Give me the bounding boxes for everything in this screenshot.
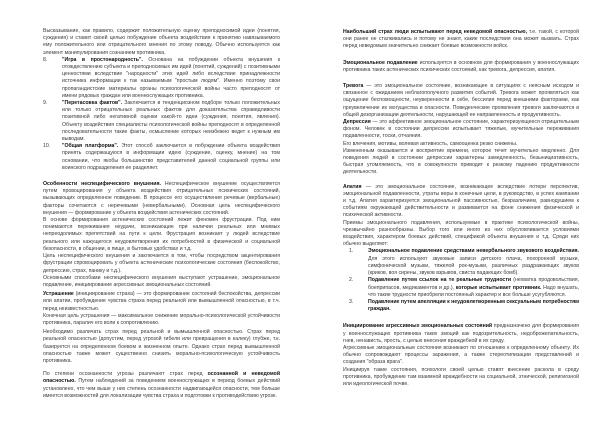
paragraph-text: Основными способами неспецифического внушения выступают устрашение, эмоциональное подавление, инициирование агрессивных эмоциональных состояний. xyxy=(43,274,280,288)
paragraph xyxy=(343,141,579,148)
paragraph-text: т.е. такой, с которой они ранее не сталкивались и потому не знают, какие последствия она может вызвать. Страх перед неведомым значительно снижает боевые возможности войск. xyxy=(343,29,579,50)
paragraph xyxy=(43,371,280,400)
paragraph-lead: Эмоциональное подавление xyxy=(343,59,418,66)
paragraph xyxy=(343,323,579,345)
paragraph-lead: Устрашение xyxy=(43,291,74,298)
paragraph-lead: Апатия xyxy=(343,183,362,190)
list-item xyxy=(349,277,579,299)
item-number: 2. xyxy=(349,277,354,284)
list-item xyxy=(43,100,280,143)
paragraph-text: Путем наблюдений за поведением военнослужащих в период боевых действий установлено, что чем выше у них степень осознанности надвигающейся опасности, тем больше имеется возможностей для локализации чувства страха и подготовки к противодействию угрозе. xyxy=(43,378,280,399)
paragraph xyxy=(43,181,280,217)
paragraph xyxy=(43,28,280,57)
paragraph xyxy=(43,291,280,313)
item-body xyxy=(62,57,280,100)
paragraph-text: (инициирование страха) — это формирование состояний беспокойства, депрессии или апатии, пробуждение чувства страха перед реальной или вымышленной опасностью, в т.ч. перед неизвестностью. xyxy=(43,291,280,312)
paragraph xyxy=(43,275,280,289)
paragraph-text: Конечная цель устрашения — максимальное снижение морально-психологической устойчивости противника, паралич его воли к сопротивлению. xyxy=(43,312,280,326)
paragraph-text: используется в основном для формирования у военнослужащих противника таких астенических психических состояний, как тревога, депрессия, апатия. xyxy=(343,59,579,73)
right-page xyxy=(343,29,579,388)
paragraph xyxy=(343,60,579,74)
paragraph-lead: Тревога xyxy=(343,83,364,90)
paragraph-text: Неспецифическое внушение осуществляется путем провоцирования у объекта воздействия отрицательных психических состояний, вызывающих определенное поведение. В процессе его осуществления речевые (вербальные) факторы сочетаются с неречевыми (невербальными). Основная цель неспецифического внушения — формирование у объекта воздействия астенических состояний. xyxy=(43,181,280,216)
item-lead: "Игра в простонародность". xyxy=(62,56,143,63)
paragraph-text: — это эмоциональное состояние, возникающее в ситуациях с неясным исходом и связанное с ожиданием неблагополучного развития событий. Тревога может проявляться как ощущение беспомощности, неуверенности в себе, бессилия перед внешними факторами, как преувеличение их могущества и опасности. Поведенческие проявления тревоги заключаются в общей дезорганизации деятельности, нарушающей ее направленность и продуктивность. xyxy=(343,83,579,118)
paragraph xyxy=(343,220,579,249)
paragraph-text: Инициируя такие состояния, психологи своей целью ставят внесение раскола в среду противника, пробуждение там взаимной враждебности на социальной, этнической, религиозной или идеологической почве. xyxy=(343,366,579,387)
paragraph-text: Измененным оказывается и восприятие времени, которое течет мучительно медленно. Для поведения людей в состоянии депрессии характерны замедленность, безынициативность, быстрая утомляемость, что в совокупности приводит к резкому падению продуктивности деятельности. xyxy=(343,147,579,176)
paragraph-text: — это эмоциональное состояние, возникающее вследствие потери перспектив, эмоциональной подавленности, утраты веры в конечные цели, в руководство, в успех кампании и т.д. Апатия характеризуется эмоциональной пассивностью, безразличием, равнодушием к событиям окружающей действительности и развивается на фоне снижения физической и психической активности. xyxy=(343,183,579,219)
item-lead: которые испытывает противник. xyxy=(455,284,542,291)
item-text: Основана на побуждении объекта внушения к отождествлению субъекта и преподносимых им идей (понятий, суждений) с позитивными ценностями вследствие "народности" этих идей либо вследствие принадлежности источника информации к так называемым "простым людям". Именно поэтому свои пропагандистские материалы органы психологической войны часто преподносят от имени рядовых граждан или военнослужащих противника. xyxy=(62,56,280,99)
paragraph xyxy=(343,184,579,220)
item-lead: Эмоциональное подавление средствами невербального звукового воздействия. xyxy=(368,248,579,255)
paragraph-text: — это аффективное эмоциональное состояние, характеризующееся отрицательным фоном. Человек в состоянии депрессии испытывает тяжелые, мучительные переживания подавленности, тоски, отчаяния. xyxy=(343,119,579,140)
item-number: 1. xyxy=(349,248,354,255)
item-number: 8. xyxy=(43,56,48,63)
item-text: Для этого используют звуковые записи детского плача, похоронной музыки, симфонической музыки, тяжелой рок-музыки, различных раздражающих звуков (криков, воя сирены, звуков взрывов, свиста падающих бомб). xyxy=(368,255,579,277)
item-text: Надо внушать, что такие трудности приобрели постоянный характер и все больше усугубляются. xyxy=(368,284,580,298)
list-item xyxy=(349,299,579,313)
paragraph-text: Приемы эмоционального подавления, используемые в практике психологической войны, чрезвычайно разнообразны. Выбор того или иного из них обусловливается условиями воздействия, характером боевых действий, спецификой объекта внушения и т.д. Среди них обычно выделяют: xyxy=(343,219,579,248)
item-lead: Подавление путем апелляции к неудовлетворенным сексуальным потребностям граждан. xyxy=(368,298,579,313)
paragraph xyxy=(343,148,579,177)
item-lead: Подавление путем ссылок на те реальные трудности xyxy=(368,277,512,284)
paragraph-lead: Депрессия xyxy=(343,119,371,126)
item-body xyxy=(62,100,280,143)
paragraph xyxy=(343,367,579,389)
paragraph xyxy=(43,313,280,327)
item-text: (нехватка продовольствия, боеприпасов, медикаментов и др.), xyxy=(368,277,579,291)
paragraph-text: Высказывание, как правило, содержит положительную оценку преподносимой идеи (понятия, суждения) и ставит своей целью побуждение объекта воздействия к принятию навязываемого ему положительного или отрицательного мнения по этому поводу. Обычно используется как элемент манипулирования сознанием противника. xyxy=(43,28,280,56)
item-lead: "Перетасовка фактов". xyxy=(62,100,123,107)
paragraph xyxy=(343,83,579,119)
paragraph xyxy=(343,119,579,141)
paragraph-lead: Особенности неспецифического внушения. xyxy=(43,181,161,188)
list-item xyxy=(349,248,579,277)
paragraph-text: Необходимо различать страх перед реальной и вымышленной опасностью. Страх перед реальной опасностью (допустим, перед угрозой гибели или превращения в калеку) глубже, т.к. базируется на определенном боевом и жизненном опыте. Однако страх перед вымышленной опасностью также может существенно снизить морально-психологическую устойчивость противника. xyxy=(43,329,280,364)
paragraph-text: Цель неспецифического внушения и заключается в том, чтобы посредством акцентирования фрустрации спровоцировать у объекта астенические психологические состояния (беспокойство, депрессию, страх, панику и т.д.). xyxy=(43,253,280,274)
paragraph-text: Его влечения, мотивы, волевая активность, самооценка резко снижены. xyxy=(343,140,518,147)
paragraph xyxy=(43,217,280,253)
list-item xyxy=(43,143,280,172)
paragraph xyxy=(43,253,280,275)
paragraph-bold: осознанной и неведомой опасностью. xyxy=(43,371,281,385)
item-text: Заключается в тенденциозном подборе только положительных или только отрицательных реальных фактов для доказательства справедливости позитивной либо негативной оценки какой-то идеи (суждения, понятия, явления). Объекту воздействия специалисты психологической войны преподносят в определенной последовательности такие факты, осмысление которых неизбежно ведет к нужным им выводам. xyxy=(62,100,280,143)
item-number: 10. xyxy=(43,143,51,150)
item-number: 3. xyxy=(349,298,354,305)
item-body xyxy=(368,299,579,313)
paragraph-text: По степени осознанности угрозы различают страх перед xyxy=(43,371,208,378)
item-text: Этот способ заключается в побуждении объекта воздействия принять содержащуюся в информации идею (суждение, оценку, мнение) на том основании, что якобы большинство представителей данной социальной группы или воинского подразделения ее разделяет. xyxy=(62,143,280,171)
paragraph xyxy=(43,329,280,365)
paragraph-text: Агрессивные эмоциональные состояния возникают по отношению к определенному объекту. Их обычно сопровождают процессы заражения, а также стереотипизации представлений и создания "образа врага". xyxy=(343,344,579,366)
item-body xyxy=(368,248,579,277)
paragraph xyxy=(343,345,579,367)
paragraph-text: В основе формирования астенических состояний лежит феномен фрустрации. Под ним понимаются переживания неудачи, возникающие при наличии реальных или мнимых непреодолимых препятствий на пути к цели. Фрустрация возникает у людей вследствие реального или кажущегося неудовлетворения их потребностей в физической и социальной безопасности, в общении, в пище, в бытовых удобствах и т.д. xyxy=(43,217,280,252)
list-item xyxy=(43,57,280,100)
item-number: 9. xyxy=(43,100,48,107)
paragraph xyxy=(343,29,579,51)
left-page xyxy=(43,28,280,400)
item-body xyxy=(62,143,280,172)
paragraph-text: предназначено для формирования у военнослужащих противника таких эмоций как подозрительность, недоброжелательность, гнев, ненависть, ярость, с целью внесения враждебной в их среду. xyxy=(343,323,579,344)
item-body xyxy=(368,277,579,299)
paragraph-lead: Наибольший страх люди испытывают перед неведомой опасностью, xyxy=(343,29,528,35)
item-lead: "Общая платформа". xyxy=(62,143,119,150)
paragraph-lead: Инициирование агрессивных эмоциональных состояний xyxy=(343,323,493,330)
